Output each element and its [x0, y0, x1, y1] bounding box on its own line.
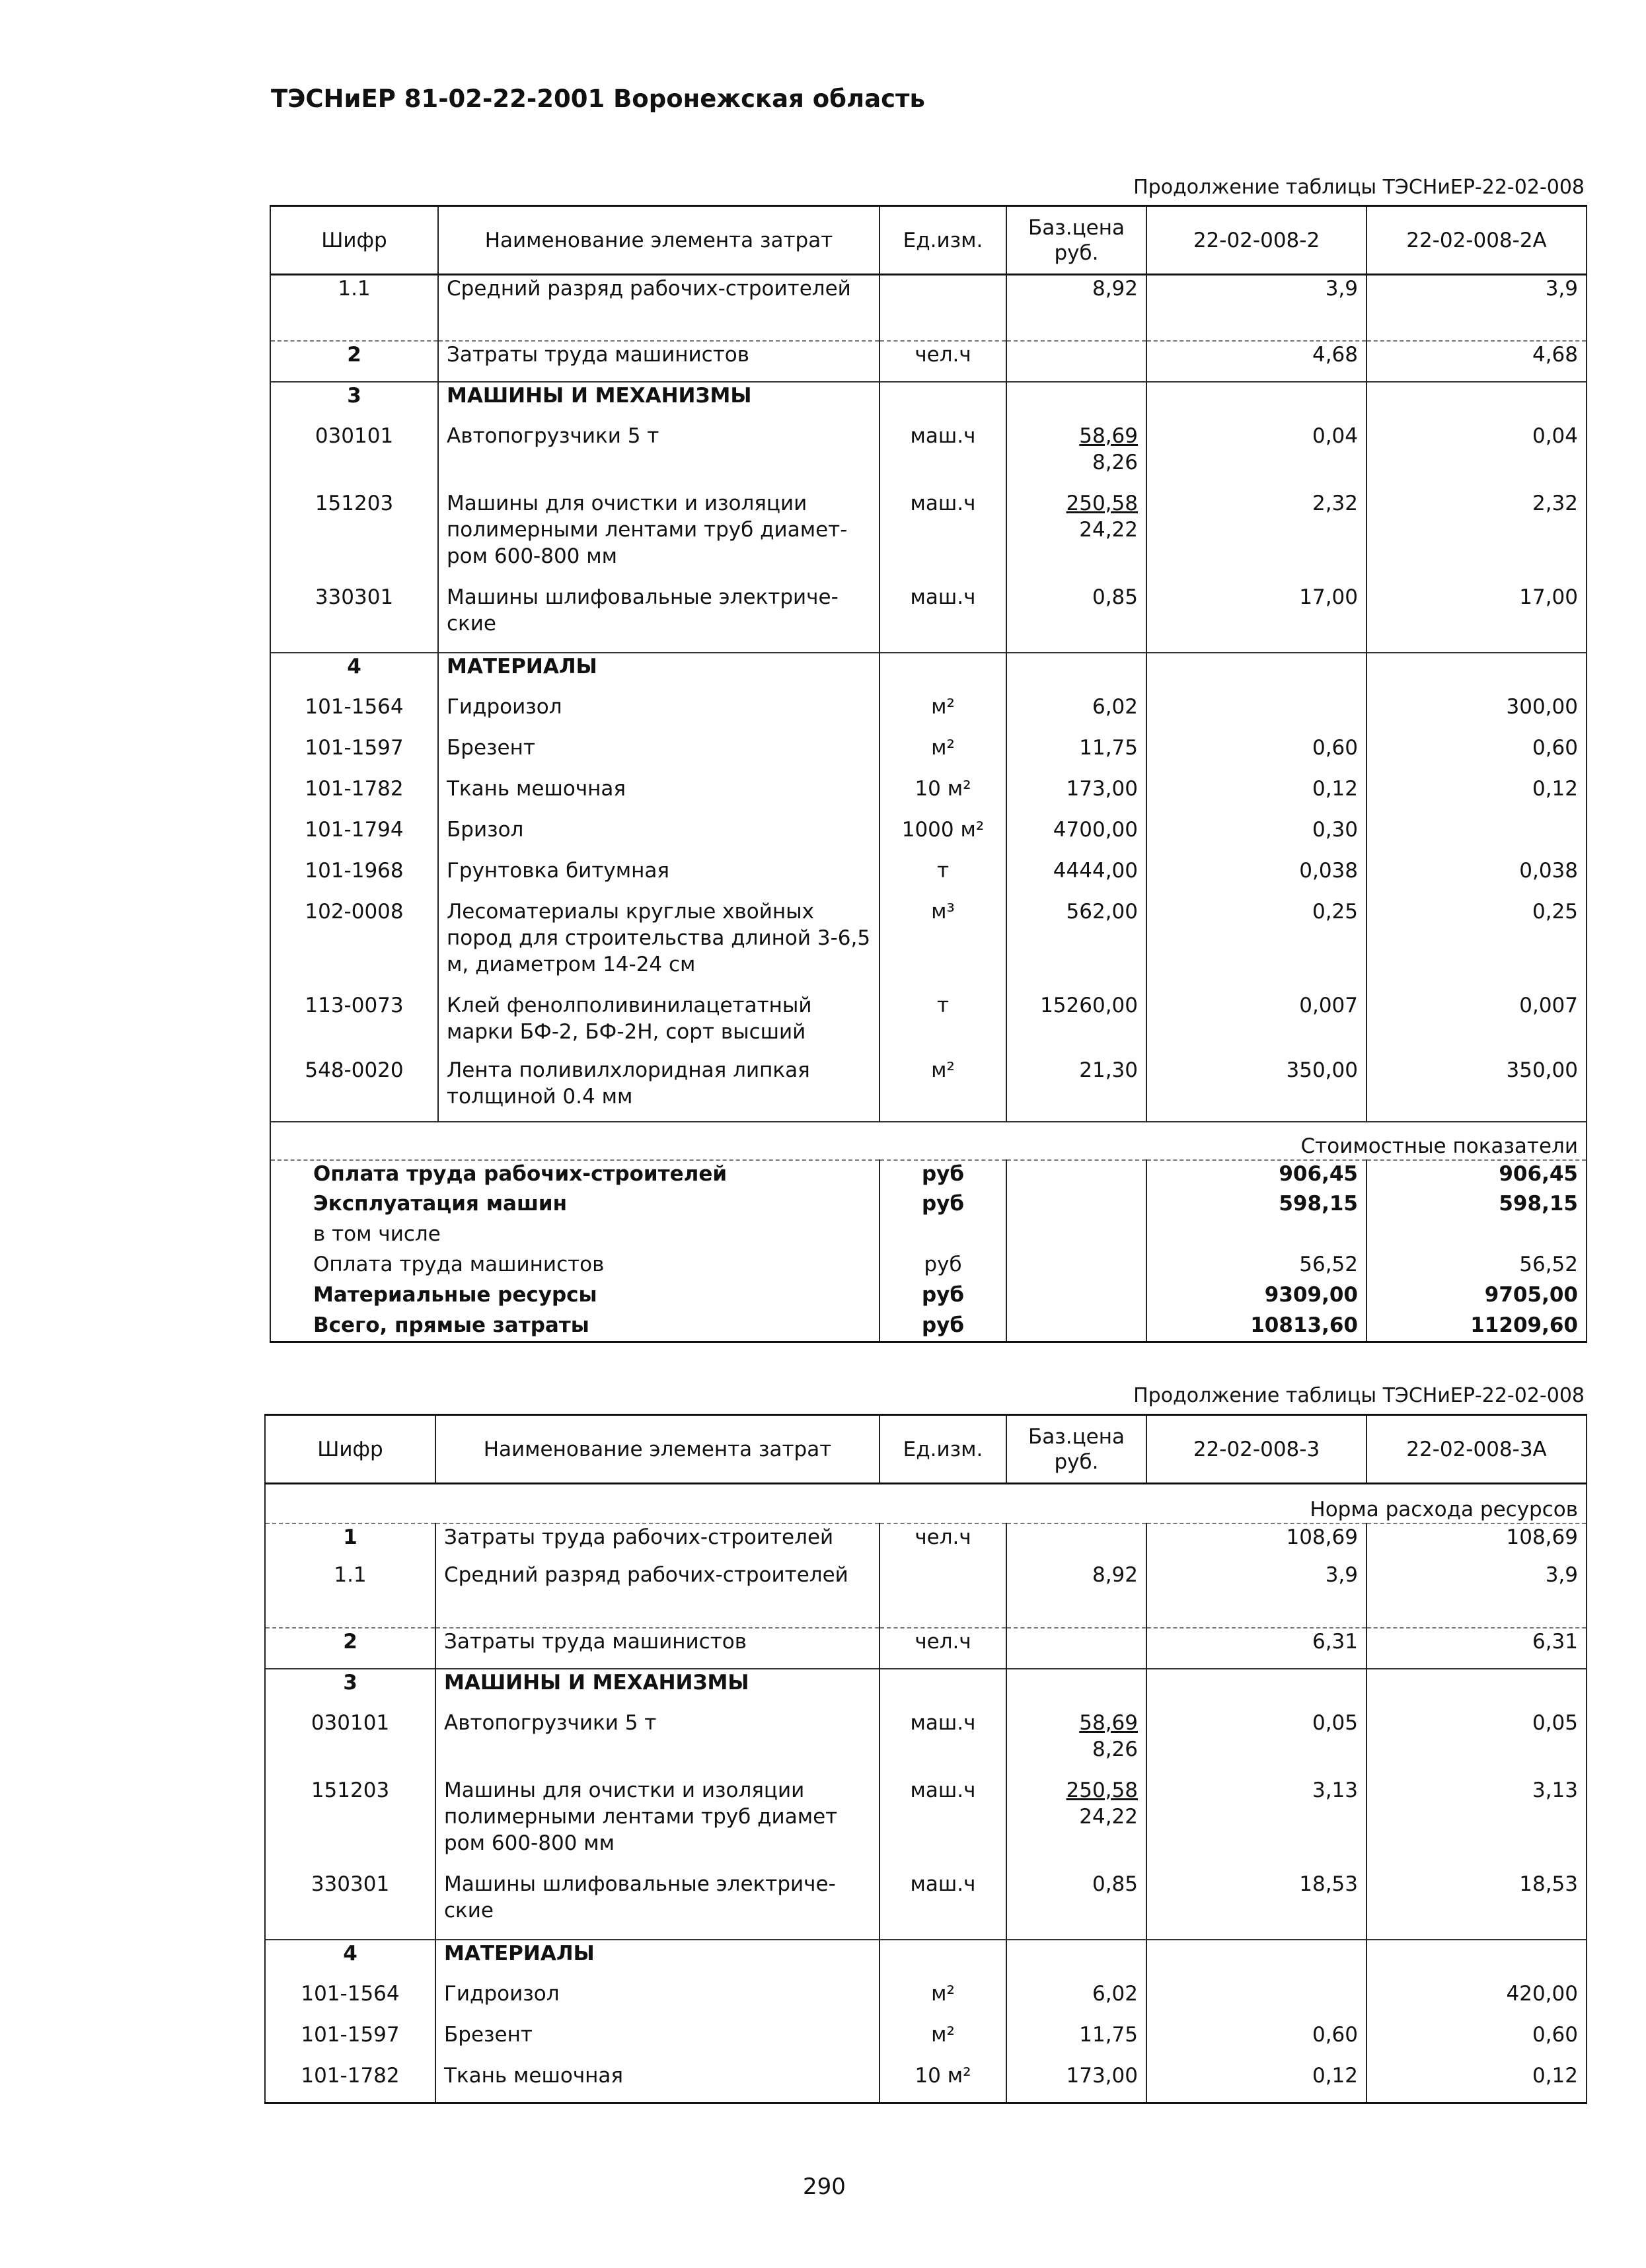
row-value-1: 6,31 — [1146, 1628, 1366, 1669]
header-code: Шифр — [265, 1415, 435, 1484]
row-value-2: 0,12 — [1366, 2063, 1587, 2103]
row-code: 101-1782 — [270, 776, 438, 817]
row-name: Автопогрузчики 5 т — [438, 423, 879, 490]
row-value-2: 0,007 — [1366, 992, 1587, 1057]
cost-price-empty — [1006, 1282, 1146, 1312]
row-value-2: 300,00 — [1366, 694, 1587, 735]
row-name: Гидроизол — [438, 694, 879, 735]
cost-price-empty — [1006, 1160, 1146, 1190]
row-value-2: 0,25 — [1366, 898, 1587, 992]
row-code: 113-0073 — [270, 992, 438, 1057]
cost-value-2: 906,45 — [1366, 1160, 1587, 1190]
row-unit: т — [879, 992, 1006, 1057]
row-code: 1.1 — [265, 1562, 435, 1628]
row-code: 1.1 — [270, 275, 438, 341]
table-row — [270, 275, 1587, 341]
table-row — [265, 1710, 1587, 1777]
cost-row — [270, 1251, 1587, 1282]
row-value-1: 350,00 — [1146, 1057, 1366, 1122]
row-price: 250,58 — [1066, 491, 1138, 515]
row-unit: маш.ч — [879, 1777, 1006, 1871]
row-name: Грунтовка битумная — [438, 858, 879, 898]
row-value-1: 0,038 — [1146, 858, 1366, 898]
row-unit: маш.ч — [879, 1871, 1006, 1940]
table-row — [270, 817, 1587, 858]
page-number: 290 — [803, 2174, 846, 2200]
table-row — [270, 653, 1587, 694]
row-name: Ткань мешочная — [435, 2063, 879, 2103]
row-value-2: 18,53 — [1366, 1871, 1587, 1940]
cost-name: Оплата труда машинистов — [270, 1251, 879, 1282]
row-value-1: 0,60 — [1146, 2022, 1366, 2063]
table-row — [265, 1777, 1587, 1871]
row-code: 101-1968 — [270, 858, 438, 898]
row-name: МАШИНЫ И МЕХАНИЗМЫ — [438, 382, 879, 423]
header-code: Шифр — [270, 206, 438, 275]
row-unit: м² — [879, 1057, 1006, 1122]
header-name: Наименование элемента затрат — [435, 1415, 879, 1484]
row-unit: чел.ч — [879, 341, 1006, 382]
header-col1: 22-02-008-3 — [1146, 1415, 1366, 1484]
row-code: 101-1597 — [270, 735, 438, 776]
row-code: 3 — [265, 1669, 435, 1710]
row-value-2: 4,68 — [1366, 341, 1587, 382]
cost-value-2: 56,52 — [1366, 1251, 1587, 1282]
row-name: Лента поливилхлоридная липкая толщиной 0.4 мм — [438, 1057, 879, 1122]
row-name: Машины для очистки и изоляции полимерными лентами труб диамет-ром 600-800 мм — [438, 490, 879, 584]
row-name: Брезент — [438, 735, 879, 776]
row-unit — [879, 1940, 1006, 1981]
row-name: Затраты труда рабочих-строителей — [435, 1523, 879, 1562]
row-value-2 — [1366, 1940, 1587, 1981]
row-price: 4444,00 — [1006, 858, 1146, 898]
table-row — [270, 992, 1587, 1057]
row-code: 101-1782 — [265, 2063, 435, 2103]
row-code: 101-1597 — [265, 2022, 435, 2063]
row-value-1: 4,68 — [1146, 341, 1366, 382]
row-code: 030101 — [270, 423, 438, 490]
row-price: 0,85 — [1006, 584, 1146, 653]
row-price: 11,75 — [1006, 735, 1146, 776]
row-name: Гидроизол — [435, 1981, 879, 2022]
row-value-2 — [1366, 653, 1587, 694]
row-price — [1006, 1628, 1146, 1669]
row-value-1: 0,007 — [1146, 992, 1366, 1057]
row-value-2: 2,32 — [1366, 490, 1587, 584]
row-price-cell — [1006, 423, 1146, 490]
header-price: Баз.цена руб. — [1006, 1415, 1146, 1484]
row-value-1: 18,53 — [1146, 1871, 1366, 1940]
row-code: 151203 — [265, 1777, 435, 1871]
cost-unit: руб — [879, 1251, 1006, 1282]
row-name: Затраты труда машинистов — [435, 1628, 879, 1669]
row-unit: маш.ч — [879, 1710, 1006, 1777]
row-value-1: 3,9 — [1146, 275, 1366, 341]
table-row — [270, 423, 1587, 490]
row-value-1 — [1146, 694, 1366, 735]
table-row — [270, 694, 1587, 735]
row-code: 2 — [270, 341, 438, 382]
row-name: Машины для очистки и изоляции полимерными лентами труб диамет ром 600-800 мм — [435, 1777, 879, 1871]
cost-value-2: 9705,00 — [1366, 1282, 1587, 1312]
row-code: 030101 — [265, 1710, 435, 1777]
cost-value-2 — [1366, 1221, 1587, 1251]
row-unit: м² — [879, 735, 1006, 776]
row-value-1: 0,12 — [1146, 776, 1366, 817]
cost-value-2: 11209,60 — [1366, 1312, 1587, 1342]
row-name: Средний разряд рабочих-строителей — [435, 1562, 879, 1628]
document-title: ТЭСНиЕР 81-02-22-2001 Воронежская область — [271, 85, 925, 113]
row-name: Брезент — [435, 2022, 879, 2063]
row-unit — [879, 1669, 1006, 1710]
row-value-2 — [1366, 817, 1587, 858]
row-value-2: 3,9 — [1366, 275, 1587, 341]
table-row — [265, 1523, 1587, 1562]
row-unit: чел.ч — [879, 1523, 1006, 1562]
table1 — [270, 205, 1587, 1343]
cost-price-empty — [1006, 1190, 1146, 1221]
row-unit — [879, 1562, 1006, 1628]
cost-section-label: Стоимостные показатели — [270, 1122, 1587, 1160]
row-code: 151203 — [270, 490, 438, 584]
header-col2: 22-02-008-3А — [1366, 1415, 1587, 1484]
row-price: 21,30 — [1006, 1057, 1146, 1122]
table-row — [265, 1871, 1587, 1940]
table-row — [270, 1057, 1587, 1122]
row-value-1: 0,12 — [1146, 2063, 1366, 2103]
row-price-machinist: 24,22 — [1079, 517, 1138, 542]
cost-name: Эксплуатация машин — [270, 1190, 879, 1221]
row-value-2: 3,13 — [1366, 1777, 1587, 1871]
row-code: 101-1564 — [265, 1981, 435, 2022]
cost-row — [270, 1160, 1587, 1190]
row-value-1: 0,25 — [1146, 898, 1366, 992]
row-value-1: 0,04 — [1146, 423, 1366, 490]
cost-price-empty — [1006, 1221, 1146, 1251]
table-row — [270, 382, 1587, 423]
row-code: 4 — [270, 653, 438, 694]
row-price-cell — [1006, 490, 1146, 584]
row-code: 330301 — [265, 1871, 435, 1940]
row-unit: м² — [879, 2022, 1006, 2063]
row-value-2: 0,12 — [1366, 776, 1587, 817]
cost-value-1 — [1146, 1221, 1366, 1251]
table-row — [265, 2022, 1587, 2063]
row-value-1 — [1146, 653, 1366, 694]
row-price: 8,92 — [1006, 1562, 1146, 1628]
row-value-2: 0,60 — [1366, 735, 1587, 776]
table-row — [265, 1628, 1587, 1669]
row-price: 173,00 — [1006, 776, 1146, 817]
row-name: Лесоматериалы круглые хвойных пород для строительства длиной 3-6,5 м, диаметром 14-24 см — [438, 898, 879, 992]
cost-price-empty — [1006, 1251, 1146, 1282]
row-value-1: 2,32 — [1146, 490, 1366, 584]
row-price: 173,00 — [1006, 2063, 1146, 2103]
row-name: Бризол — [438, 817, 879, 858]
row-name: Машины шлифовальные электриче-ские — [438, 584, 879, 653]
cost-unit: руб — [879, 1160, 1006, 1190]
row-name: Автопогрузчики 5 т — [435, 1710, 879, 1777]
row-value-2: 420,00 — [1366, 1981, 1587, 2022]
row-unit: маш.ч — [879, 423, 1006, 490]
row-price: 250,58 — [1066, 1778, 1138, 1802]
row-price — [1006, 1523, 1146, 1562]
row-unit: т — [879, 858, 1006, 898]
table-row — [270, 858, 1587, 898]
row-price-cell — [1006, 1710, 1146, 1777]
cost-row — [270, 1190, 1587, 1221]
cost-name: Всего, прямые затраты — [270, 1312, 879, 1342]
row-code: 102-0008 — [270, 898, 438, 992]
table1-continuation: Продолжение таблицы ТЭСНиЕР-22-02-008 — [1133, 176, 1585, 199]
row-name: Средний разряд рабочих-строителей — [438, 275, 879, 341]
row-value-1: 3,13 — [1146, 1777, 1366, 1871]
row-code: 4 — [265, 1940, 435, 1981]
row-price: 58,69 — [1079, 1710, 1138, 1735]
row-value-1: 0,60 — [1146, 735, 1366, 776]
header-unit: Ед.изм. — [879, 1415, 1006, 1484]
row-price — [1006, 1669, 1146, 1710]
row-price: 8,92 — [1006, 275, 1146, 341]
table2-continuation: Продолжение таблицы ТЭСНиЕР-22-02-008 — [1133, 1384, 1585, 1407]
row-name: МАТЕРИАЛЫ — [435, 1940, 879, 1981]
table-row — [270, 898, 1587, 992]
cost-price-empty — [1006, 1312, 1146, 1342]
cost-value-1: 10813,60 — [1146, 1312, 1366, 1342]
row-name: Затраты труда машинистов — [438, 341, 879, 382]
row-unit: м³ — [879, 898, 1006, 992]
table-row — [270, 490, 1587, 584]
cost-value-1: 56,52 — [1146, 1251, 1366, 1282]
cost-unit: руб — [879, 1312, 1006, 1342]
row-value-2: 108,69 — [1366, 1523, 1587, 1562]
cost-name: в том числе — [270, 1221, 879, 1251]
row-price — [1006, 341, 1146, 382]
row-unit: м² — [879, 694, 1006, 735]
row-value-1: 17,00 — [1146, 584, 1366, 653]
row-value-1: 3,9 — [1146, 1562, 1366, 1628]
row-unit — [879, 382, 1006, 423]
row-value-1: 0,30 — [1146, 817, 1366, 858]
row-value-1 — [1146, 1940, 1366, 1981]
row-price-machinist: 24,22 — [1079, 1804, 1138, 1829]
cost-value-1: 598,15 — [1146, 1190, 1366, 1221]
row-value-2: 17,00 — [1366, 584, 1587, 653]
table-row — [265, 1562, 1587, 1628]
cost-unit: руб — [879, 1190, 1006, 1221]
row-unit: 10 м² — [879, 2063, 1006, 2103]
row-code: 1 — [265, 1523, 435, 1562]
row-value-1: 0,05 — [1146, 1710, 1366, 1777]
row-unit: 1000 м² — [879, 817, 1006, 858]
header-name: Наименование элемента затрат — [438, 206, 879, 275]
row-price: 11,75 — [1006, 2022, 1146, 2063]
row-price: 0,85 — [1006, 1871, 1146, 1940]
row-value-2: 0,05 — [1366, 1710, 1587, 1777]
table-row — [265, 1669, 1587, 1710]
cost-unit — [879, 1221, 1006, 1251]
row-value-2: 0,04 — [1366, 423, 1587, 490]
cost-row — [270, 1282, 1587, 1312]
row-unit: маш.ч — [879, 490, 1006, 584]
row-value-2 — [1366, 1669, 1587, 1710]
row-unit — [879, 275, 1006, 341]
table2 — [264, 1414, 1587, 2104]
row-value-2 — [1366, 382, 1587, 423]
row-value-2: 6,31 — [1366, 1628, 1587, 1669]
row-code: 101-1564 — [270, 694, 438, 735]
table-row — [270, 776, 1587, 817]
row-price: 4700,00 — [1006, 817, 1146, 858]
row-value-1 — [1146, 1981, 1366, 2022]
row-unit: маш.ч — [879, 584, 1006, 653]
table-row — [265, 1940, 1587, 1981]
row-price: 6,02 — [1006, 694, 1146, 735]
row-value-2: 0,60 — [1366, 2022, 1587, 2063]
row-price-cell — [1006, 1777, 1146, 1871]
row-name: МАТЕРИАЛЫ — [438, 653, 879, 694]
row-value-1 — [1146, 382, 1366, 423]
row-unit: м² — [879, 1981, 1006, 2022]
row-unit — [879, 653, 1006, 694]
norm-section-label: Норма расхода ресурсов — [265, 1484, 1587, 1523]
header-col2: 22-02-008-2А — [1366, 206, 1587, 275]
table-row — [265, 1981, 1587, 2022]
header-col1: 22-02-008-2 — [1146, 206, 1366, 275]
row-code: 330301 — [270, 584, 438, 653]
row-name: Ткань мешочная — [438, 776, 879, 817]
row-code: 2 — [265, 1628, 435, 1669]
row-value-2: 3,9 — [1366, 1562, 1587, 1628]
row-price-machinist: 8,26 — [1092, 1737, 1138, 1761]
cost-row — [270, 1312, 1587, 1342]
row-code: 548-0020 — [270, 1057, 438, 1122]
row-unit: 10 м² — [879, 776, 1006, 817]
row-name: МАШИНЫ И МЕХАНИЗМЫ — [435, 1669, 879, 1710]
row-price: 58,69 — [1079, 423, 1138, 448]
row-value-2: 0,038 — [1366, 858, 1587, 898]
header-price: Баз.цена руб. — [1006, 206, 1146, 275]
row-price-machinist: 8,26 — [1092, 450, 1138, 474]
table-row — [270, 341, 1587, 382]
cost-value-1: 906,45 — [1146, 1160, 1366, 1190]
row-name: Машины шлифовальные электриче-ские — [435, 1871, 879, 1940]
row-price: 562,00 — [1006, 898, 1146, 992]
row-price: 15260,00 — [1006, 992, 1146, 1057]
row-price — [1006, 1940, 1146, 1981]
row-unit: чел.ч — [879, 1628, 1006, 1669]
row-code: 3 — [270, 382, 438, 423]
row-name: Клей фенолполивинилацетатный марки БФ-2, БФ-2Н, сорт высший — [438, 992, 879, 1057]
cost-row — [270, 1221, 1587, 1251]
row-value-2: 350,00 — [1366, 1057, 1587, 1122]
row-price — [1006, 382, 1146, 423]
cost-unit: руб — [879, 1282, 1006, 1312]
cost-name: Оплата труда рабочих-строителей — [270, 1160, 879, 1190]
table-row — [265, 2063, 1587, 2103]
row-price: 6,02 — [1006, 1981, 1146, 2022]
row-value-1: 108,69 — [1146, 1523, 1366, 1562]
table-row — [270, 584, 1587, 653]
cost-name: Материальные ресурсы — [270, 1282, 879, 1312]
header-unit: Ед.изм. — [879, 206, 1006, 275]
row-code: 101-1794 — [270, 817, 438, 858]
row-value-1 — [1146, 1669, 1366, 1710]
cost-value-1: 9309,00 — [1146, 1282, 1366, 1312]
row-price — [1006, 653, 1146, 694]
cost-value-2: 598,15 — [1366, 1190, 1587, 1221]
table-row — [270, 735, 1587, 776]
